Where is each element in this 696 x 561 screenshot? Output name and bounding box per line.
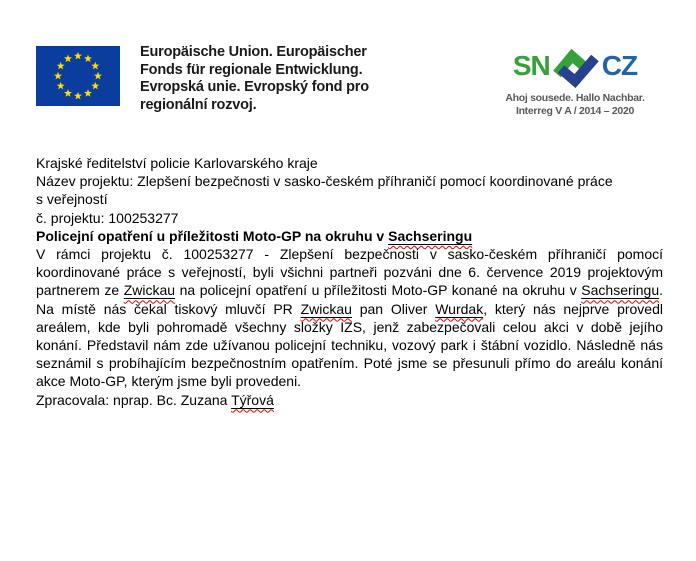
eu-funding-line: Fonds für regionale Entwicklung. <box>140 61 363 78</box>
author-prefix: Zpracovala: nprap. Bc. Zuzana <box>36 391 232 408</box>
project-number-line: č. projektu: 100253277 <box>36 209 179 226</box>
proper-noun: Wurdak <box>435 300 484 317</box>
eu-flag-svg <box>36 46 120 106</box>
eu-funding-text <box>140 44 390 114</box>
sncz-sn-label: SN <box>512 50 550 81</box>
body-paragraph <box>36 245 663 391</box>
sncz-cz-label: CZ <box>601 50 638 81</box>
interreg-sncz-logo <box>505 45 645 118</box>
paragraph-text: na policejní opatření u příležitosti Moto-GP konané na okruhu v <box>175 282 582 299</box>
proper-noun: Zwickau <box>123 282 176 299</box>
paragraph-text: , který nás nejprve provedl areálem, kde byli pohromadě všechny složky IZS, jenž zabezpečovali celou akci v době jejího konání. Představil nám zde užívanou policejní techniku, vozový park i štábní vozidlo. Následně nás seznámil s probíhajícím bezpečnostním opatřením. Poté jsme se přesunuli přímo do areálu konání akce Moto-GP, kterým jsme byli provedeni. <box>36 300 663 390</box>
sncz-chevron-icon <box>553 48 599 88</box>
paragraph-text: pan Oliver <box>351 300 436 317</box>
eu-flag-icon <box>36 46 120 106</box>
heading-text: Policejní opatření u příležitosti Moto-GP na okruhu v <box>36 227 389 244</box>
interreg-tagline-line2: Interreg V A / 2014 – 2020 <box>515 105 635 117</box>
eu-funding-line: Europäische Union. Europäischer <box>140 44 367 60</box>
proper-noun: Sachseringu <box>581 282 660 299</box>
report-heading <box>36 227 663 245</box>
department-line: Krajské ředitelství policie Karlovarského kraje <box>36 155 318 171</box>
misspelled-word <box>301 301 352 317</box>
heading-highlight: Sachseringu <box>388 227 473 244</box>
misspelled-word <box>124 282 175 298</box>
interreg-tagline-line1: Ahoj sousede. Hallo Nachbar. <box>505 92 645 104</box>
sncz-logo-row <box>505 45 645 87</box>
paragraph-text: V rámci projektu č. 100253277 - Zlepšení bezpečnosti v sasko-českém příhraničí pomocí koordinované práce s veřejností, byli všichni partneři pozváni dne 6. července 2019 projektovým partnerem ze <box>36 246 663 299</box>
author-line <box>36 391 663 409</box>
proper-noun: Zwickau <box>300 300 352 317</box>
paragraph-text: . Na místě nás čekal tiskový mluvčí PR <box>36 282 663 317</box>
eu-funding-line: Evropská unie. Evropský fond pro <box>140 79 369 95</box>
misspelled-word <box>388 228 472 244</box>
document-body <box>36 154 663 409</box>
eu-funding-line: regionální rozvoj. <box>140 96 257 113</box>
author-name: Týřová <box>231 391 274 408</box>
misspelled-word <box>231 392 274 408</box>
misspelled-word <box>581 282 659 298</box>
misspelled-word <box>435 301 483 317</box>
project-name-line: Název projektu: Zlepšení bezpečnosti v sasko-českém příhraničí pomocí koordinované práce s veřejností <box>36 173 613 208</box>
interreg-tagline <box>505 92 645 118</box>
